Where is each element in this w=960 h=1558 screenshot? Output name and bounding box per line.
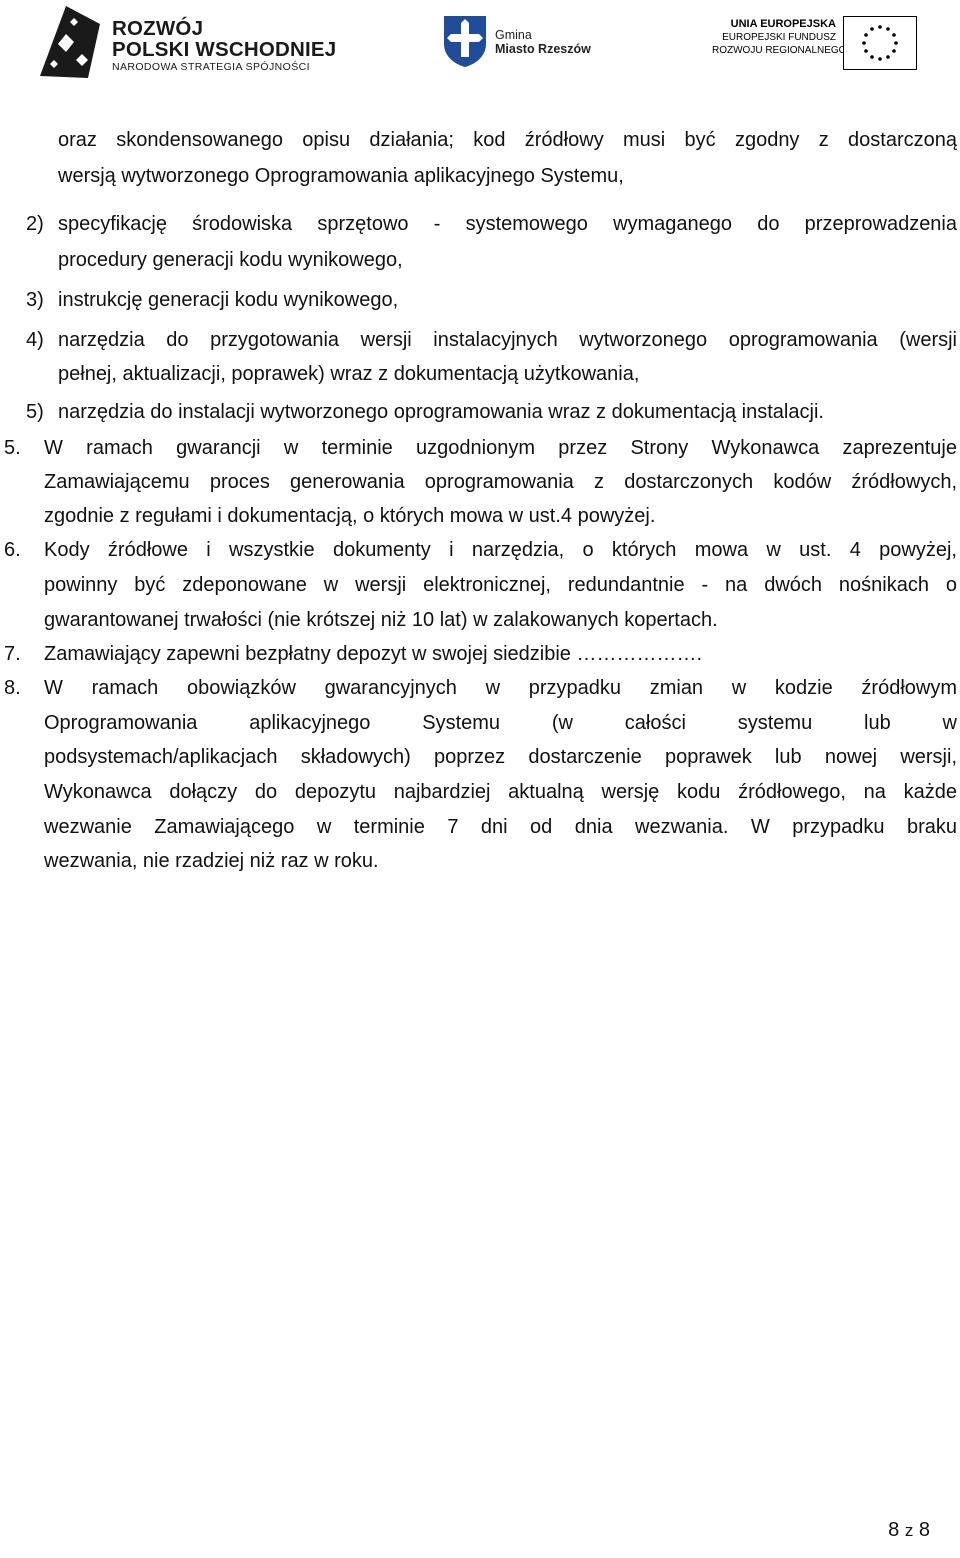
gmina-label: Gmina [495,28,532,42]
section-8-line-2: Oprogramowania aplikacyjnego Systemu (w całości systemu lub w [44,712,957,734]
section-6-line-3: gwarantowanej trwałości (nie krótszej niż 10 lat) w zalakowanych kopertach. [44,609,718,631]
page-current: 8 [888,1519,900,1541]
section-6-number: 6. [4,539,21,561]
item-3-number: 3) [26,289,44,311]
item-2-number: 2) [26,213,44,235]
item-4-number: 4) [26,329,44,351]
gmina-name: Miasto Rzeszów [495,42,591,56]
section-5-line-2: Zamawiającemu proces generowania oprogramowania z dostarczonych kodów źródłowych, [44,471,957,493]
item-5-line-1: narzędzia do instalacji wytworzonego oprogramowania wraz z dokumentacją instalacji. [58,401,824,423]
logo-unia-europejska [712,16,948,72]
section-7-number: 7. [4,643,21,665]
item-4-line-1: narzędzia do przygotowania wersji instalacyjnych wytworzonego oprogramowania (wersji [58,329,957,351]
logo-rozwoj-polski-wschodniej [36,4,336,82]
p0-line-1: oraz skondensowanego opisu działania; kod źródłowy musi być zgodny z dostarczoną [58,129,957,151]
section-5-number: 5. [4,437,21,459]
eu-flag-icon [843,16,917,70]
p0-line-2: wersją wytworzonego Oprogramowania aplikacyjnego Systemu, [58,165,624,187]
item-3-line-1: instrukcję generacji kodu wynikowego, [58,289,399,311]
section-6-line-1: Kody źródłowe i wszystkie dokumenty i narzędzia, o których mowa w ust. 4 powyżej, [44,539,957,561]
section-7-line-1: Zamawiający zapewni bezpłatny depozyt w swojej siedzibie ………………. [44,643,703,665]
section-8-line-5: wezwanie Zamawiającego w terminie 7 dni od dnia wezwania. W przypadku braku [44,816,957,838]
rpw-title-line-2: POLSKI WSCHODNIEJ [112,38,337,61]
item-4-line-2: pełnej, aktualizacji, poprawek) wraz z dokumentacją użytkowania, [58,363,640,385]
section-6-line-2: powinny być zdeponowane w wersji elektronicznej, redundantnie - na dwóch nośnikach o [44,574,957,596]
section-8-line-1: W ramach obowiązków gwarancyjnych w przypadku zmian w kodzie źródłowym [44,677,957,699]
logo-gmina-rzeszow [442,14,612,70]
rpw-subtitle: NARODOWA STRATEGIA SPÓJNOŚCI [112,61,310,73]
item-2-line-2: procedury generacji kodu wynikowego, [58,249,403,271]
ue-title: UNIA EUROPEJSKA [730,18,836,30]
ue-fund-line-1: EUROPEJSKI FUNDUSZ [722,32,836,43]
section-8-number: 8. [4,677,21,699]
section-5-line-3: zgodnie z regułami i dokumentacją, o których mowa w ust.4 powyżej. [44,505,656,527]
section-5-line-1: W ramach gwarancji w terminie uzgodnionym przez Strony Wykonawca zaprezentuje [44,437,957,459]
rzeszow-crest-icon [442,14,488,68]
page-separator: z [904,1521,914,1540]
page-total: 8 [918,1519,930,1541]
rpw-title-line-1: ROZWÓJ [112,17,204,40]
rpw-emblem-icon [36,4,106,80]
section-8-line-6: wezwania, nie rzadziej niż raz w roku. [44,850,379,872]
item-5-number: 5) [26,401,44,423]
section-8-line-4: Wykonawca dołączy do depozytu najbardziej aktualną wersję kodu źródłowego, na każde [44,781,957,803]
ue-fund-line-2: ROZWOJU REGIONALNEGO [712,45,847,56]
item-2-line-1: specyfikację środowiska sprzętowo - systemowego wymaganego do przeprowadzenia [58,213,957,235]
section-8-line-3: podsystemach/aplikacjach składowych) poprzez dostarczenie poprawek lub nowej wersji, [44,746,957,768]
page-number [888,1518,930,1543]
